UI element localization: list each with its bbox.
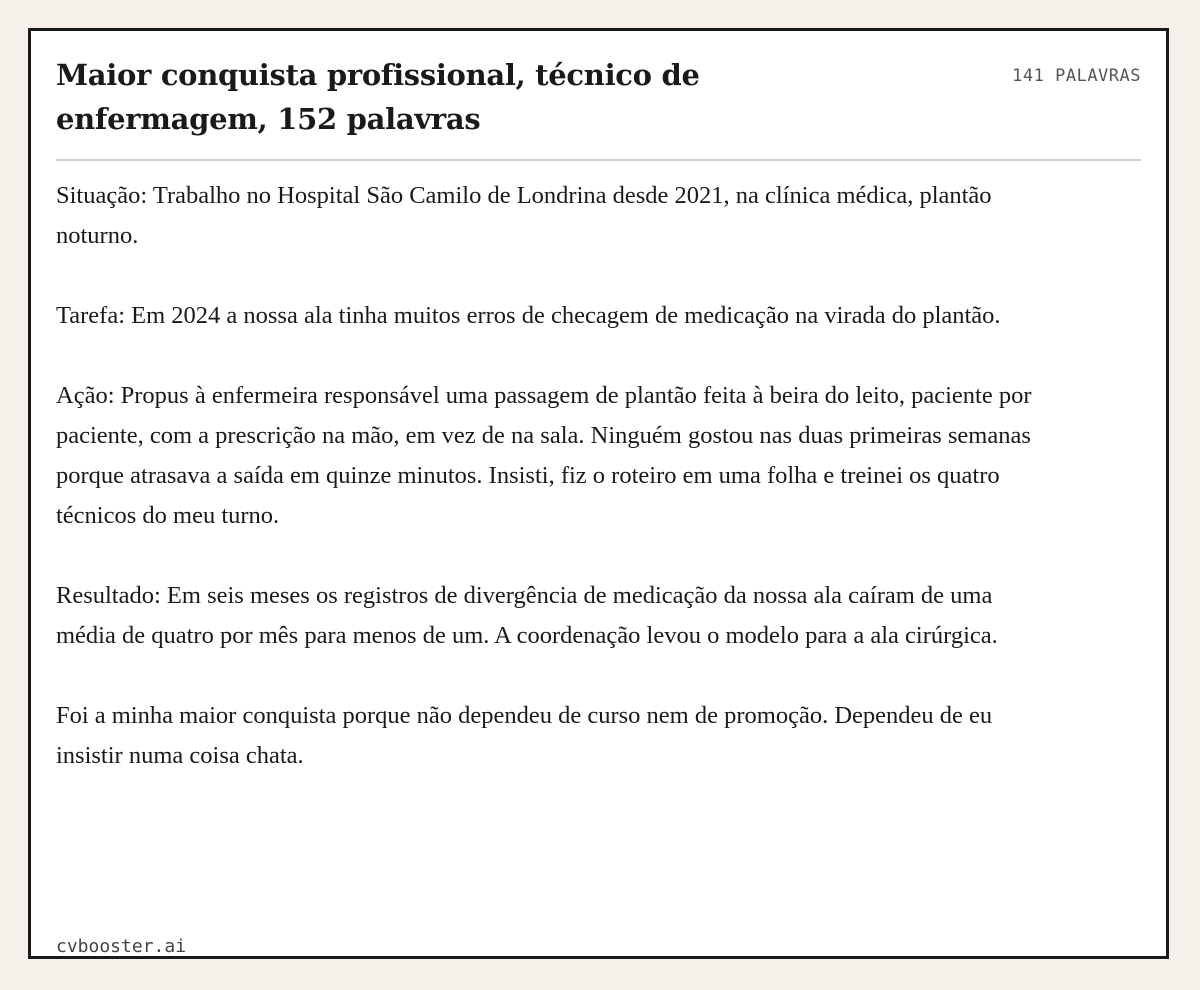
paragraph-action: Ação: Propus à enfermeira responsável uma passagem de plantão feita à beira do leito, paciente por paciente, com a prescrição na mão, em vez de na sala. Ninguém gostou nas duas primeiras semanas porque atrasava a saída em quinze minutos. Insisti, fiz o roteiro em uma folha e treinei os quatro técnicos do meu turno. bbox=[56, 382, 1032, 529]
word-count-badge: 141 PALAVRAS bbox=[1012, 66, 1141, 86]
document-card bbox=[28, 28, 1169, 959]
document-body bbox=[56, 176, 1056, 816]
document-title: Maior conquista profissional, técnico de enfermagem, 152 palavras bbox=[56, 58, 700, 136]
header-divider bbox=[56, 159, 1141, 161]
footer-brand: cvbooster.ai bbox=[56, 936, 187, 957]
paragraph-task: Tarefa: Em 2024 a nossa ala tinha muitos erros de checagem de medicação na virada do plantão. bbox=[56, 302, 1001, 329]
paragraph-conclusion: Foi a minha maior conquista porque não dependeu de curso nem de promoção. Dependeu de eu insistir numa coisa chata. bbox=[56, 702, 993, 769]
paragraph-situation: Situação: Trabalho no Hospital São Camilo de Londrina desde 2021, na clínica médica, plantão noturno. bbox=[56, 182, 992, 249]
paragraph-result: Resultado: Em seis meses os registros de divergência de medicação da nossa ala caíram de uma média de quatro por mês para menos de um. A coordenação levou o modelo para a ala cirúrgica. bbox=[56, 582, 998, 649]
